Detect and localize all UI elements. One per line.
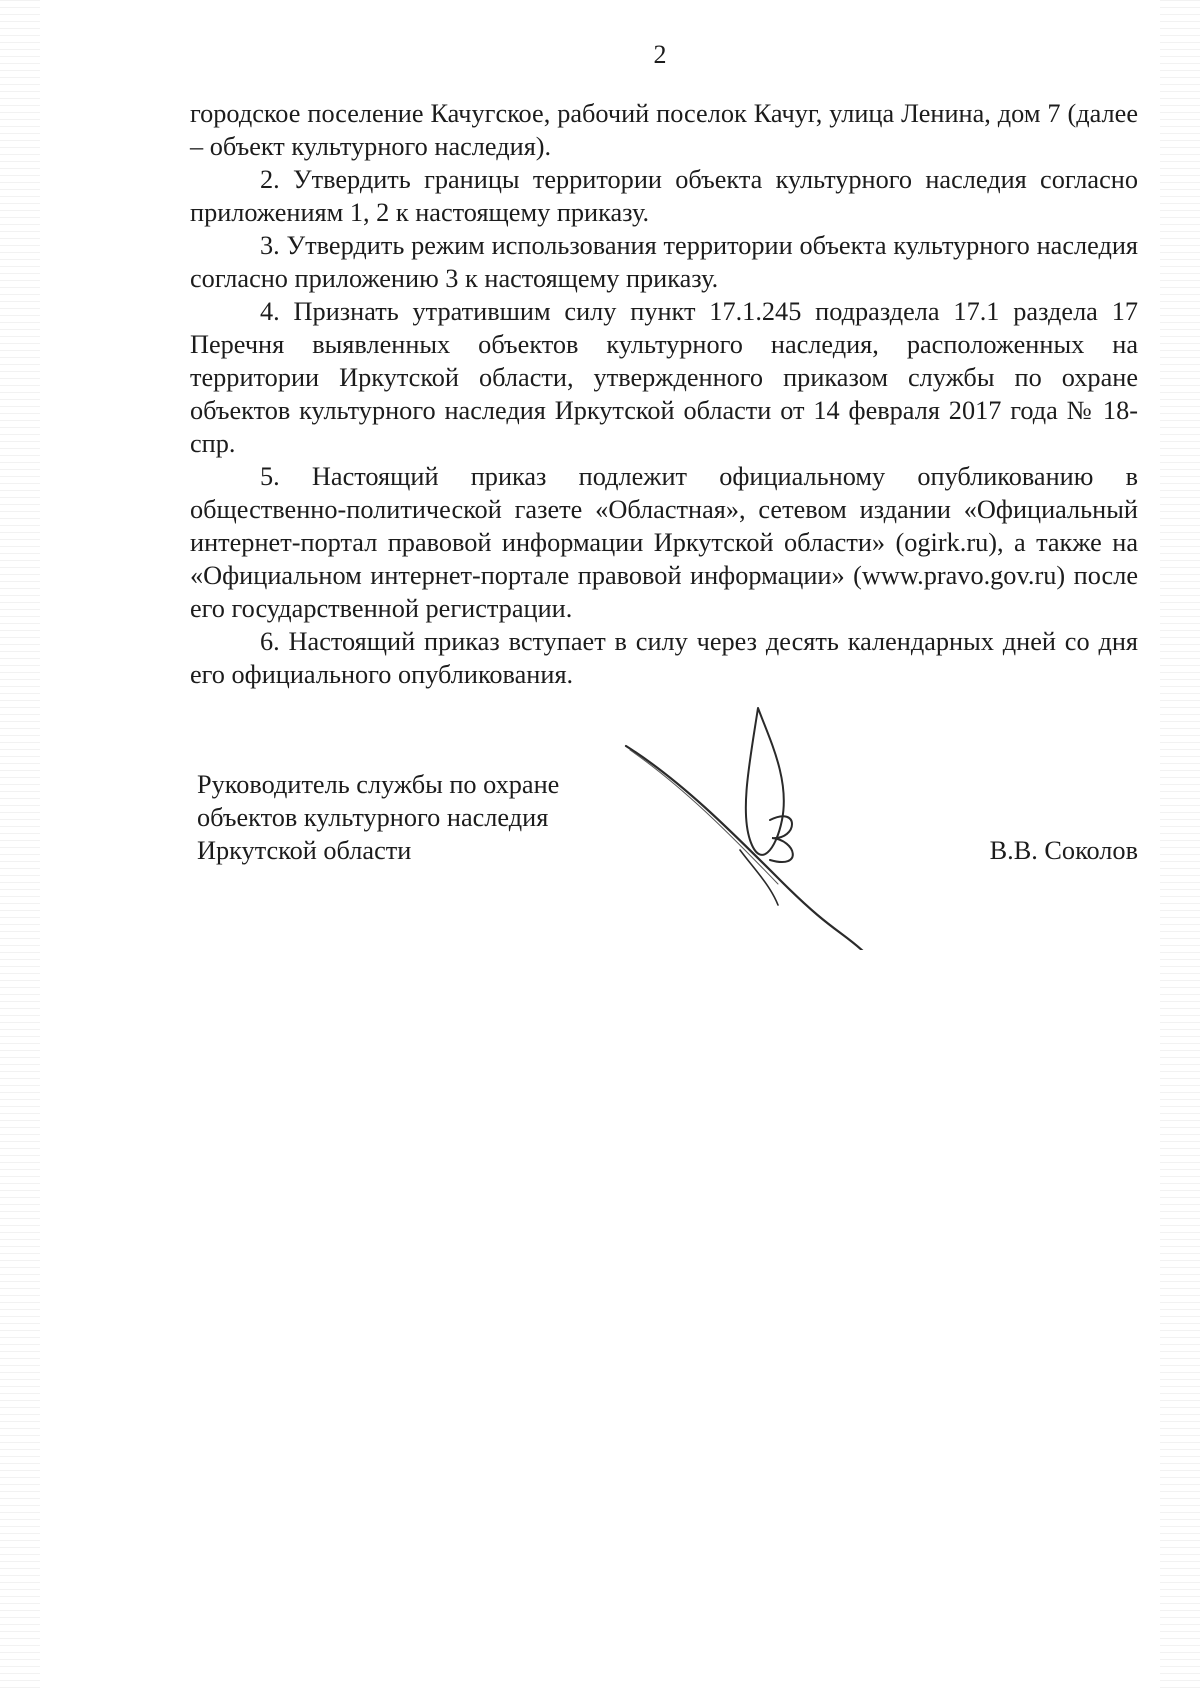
paragraph-continuation: городское поселение Качугское, рабочий поселок Качуг, улица Ленина, дом 7 (далее – объект культурного наследия). [190, 99, 1138, 161]
handwritten-signature [620, 700, 870, 950]
document-body [190, 97, 1138, 691]
paragraph-item-3: 3. Утвердить режим использования территории объекта культурного наследия согласно приложению 3 к настоящему приказу. [190, 231, 1138, 293]
signatory-name: В.В. Соколов [989, 836, 1138, 865]
paragraph-item-4: 4. Признать утратившим силу пункт 17.1.245 подраздела 17.1 раздела 17 Перечня выявленных объектов культурного наследия, расположенных на территории Иркутской области, утвержденного приказом службы по охране объектов культурного наследия Иркутской области от 14 февраля 2017 года № 18-спр. [190, 297, 1138, 458]
page-number: 2 [653, 40, 667, 69]
signatory-position-line: Иркутской области [197, 836, 412, 865]
paragraph-item-5: 5. Настоящий приказ подлежит официальному опубликованию в общественно-политической газете «Областная», сетевом издании «Официальный интернет-портал правовой информации Иркутской области» (ogirk.ru), а также на «Официальном интернет-портале правовой информации» (www.pravo.gov.ru) после его государственной регистрации. [190, 462, 1138, 623]
signatory-position [197, 768, 617, 867]
paragraph-item-6: 6. Настоящий приказ вступает в силу через десять календарных дней со дня его официального опубликования. [190, 627, 1138, 689]
paragraph-item-2: 2. Утвердить границы территории объекта культурного наследия согласно приложениям 1, 2 к настоящему приказу. [190, 165, 1138, 227]
scan-edge-right [1160, 0, 1200, 1692]
scan-edge-left [0, 0, 40, 1692]
signatory-position-line: объектов культурного наследия [197, 803, 549, 832]
signatory-position-line: Руководитель службы по охране [197, 770, 560, 799]
